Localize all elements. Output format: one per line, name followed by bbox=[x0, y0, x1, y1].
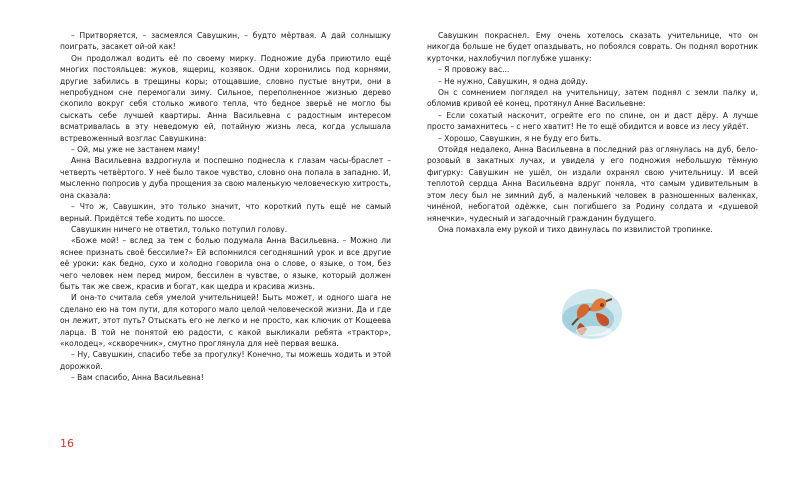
paragraph: Он с сомнением поглядел на учительницу, затем поднял с земли палку и, обломив кривой её конец, протянул Анне Васильевне: bbox=[427, 88, 758, 109]
paragraph: Савушкин покраснел. Ему очень хотелось сказать учительнице, что он никогда больше не будет опаздывать, но побоялся соврать. Он поднял воротник курточки, нахлобучил поглубже ушанку: bbox=[427, 31, 758, 63]
paragraph: Она помахала ему рукой и тихо двинулась по извилистой тропинке. bbox=[438, 224, 713, 234]
oak-leaves-snow-icon bbox=[558, 283, 626, 343]
paragraph: Он продолжал водить её по своему мирку. Подножие дуба приютило ещё многих постояльцев: жуков, ящериц, козявок. Одни хоронились под корнями, другие забились в трещины коры; отощавшие, словно пустые внутри, они в непробудном сне перемогали зиму. Сильное, переполненное жизнью дерево скопило вокруг себя столько живого тепла, что бедное зверьё не могло бы сыскать себе лучшей квартиры. Анна Васильевна с радостным интересом всматривалась в эту неведомую ей, потайную жизнь леса, когда услышала встревоженный возглас Савушкина: bbox=[60, 53, 391, 143]
paragraph: Анна Васильевна вздрогнула и поспешно поднесла к глазам часы-браслет – четверть четвёртого. У неё было такое чувство, словно она попала в западню. И, мысленно попросив у дуба прощения за свою маленькую человеческую хитрость, она сказала: bbox=[60, 156, 391, 200]
paragraph: – Вам спасибо, Анна Васильевна! bbox=[71, 373, 204, 383]
paragraph: – Ну, Савушкин, спасибо тебе за прогулку! Конечно, ты можешь ходить и этой дорожкой. bbox=[60, 350, 391, 371]
page-number: 16 bbox=[60, 437, 74, 450]
left-column bbox=[60, 30, 391, 384]
paragraph: – Хорошо, Савушкин, я не буду его бить. bbox=[438, 133, 602, 143]
paragraph: – Что ж, Савушкин, это только значит, что короткий путь ещё не самый верный. Придётся тебе ходить по шоссе. bbox=[60, 202, 391, 223]
paragraph: Отойдя недалеко, Анна Васильевна в последний раз оглянулась на дуб, бело-розовый в закатных лучах, и увидела у его подножия небольшую тёмную фигурку: Савушкин не ушёл, он издали охранял свою учительницу. И всей теплотой сердца Анна Васильевна вдруг поняла, что самым удивительным в этом лесу был не зимний дуб, а маленький человек в разношенных валенках, чинёной, небогатой одёжке, сын погибшего за Родину солдата и «душевой нянечки», чудесный и загадочный гражданин будущего. bbox=[427, 145, 758, 223]
paragraph: – Притворяется, – засмеялся Савушкин, – будто мёртвая. А дай солнышку поиграть, засакет ой-ой как! bbox=[60, 31, 391, 52]
paragraph: – Не нужно, Савушкин, я одна дойду. bbox=[438, 76, 588, 86]
right-column bbox=[427, 30, 758, 235]
paragraph: И она-то считала себя умелой учительницей! Быть может, и одного шага не сделано ею на том пути, для которого мало целой человеческой жизни. Да и где он лежит, этот путь? Отыскать его не легко и не просто, как ключик от Кощеева ларца. В той не понятой ею радости, с какой выкликали ребята «трактор», «колодец», «скворечник», смутно проглянула для неё первая вешка. bbox=[60, 293, 391, 348]
paragraph: – Ой, мы уже не застанем маму! bbox=[71, 145, 201, 155]
paragraph: «Боже мой! – вслед за тем с болью подумала Анна Васильевна. – Можно ли яснее признать своё бессилие?» Ей вспомнился сегодняшний урок и все другие её уроки: как бедно, сухо и холодно говорила она о слове, о языке, о том, без чего человек нем перед миром, бессилен в чувстве, о языке, который должен быть так же свеж, красив и богат, как щедра и красива жизнь. bbox=[60, 236, 391, 291]
paragraph: Савушкин ничего не ответил, только потупил голову. bbox=[71, 224, 288, 234]
paragraph: – Я провожу вас... bbox=[438, 65, 510, 75]
paragraph: – Если сохатый наскочит, огрейте его по спине, он и даст дёру. А лучше просто замахнитесь – с него хватит! Не то ещё обидится и вовсе из лесу уйдёт. bbox=[427, 110, 758, 132]
